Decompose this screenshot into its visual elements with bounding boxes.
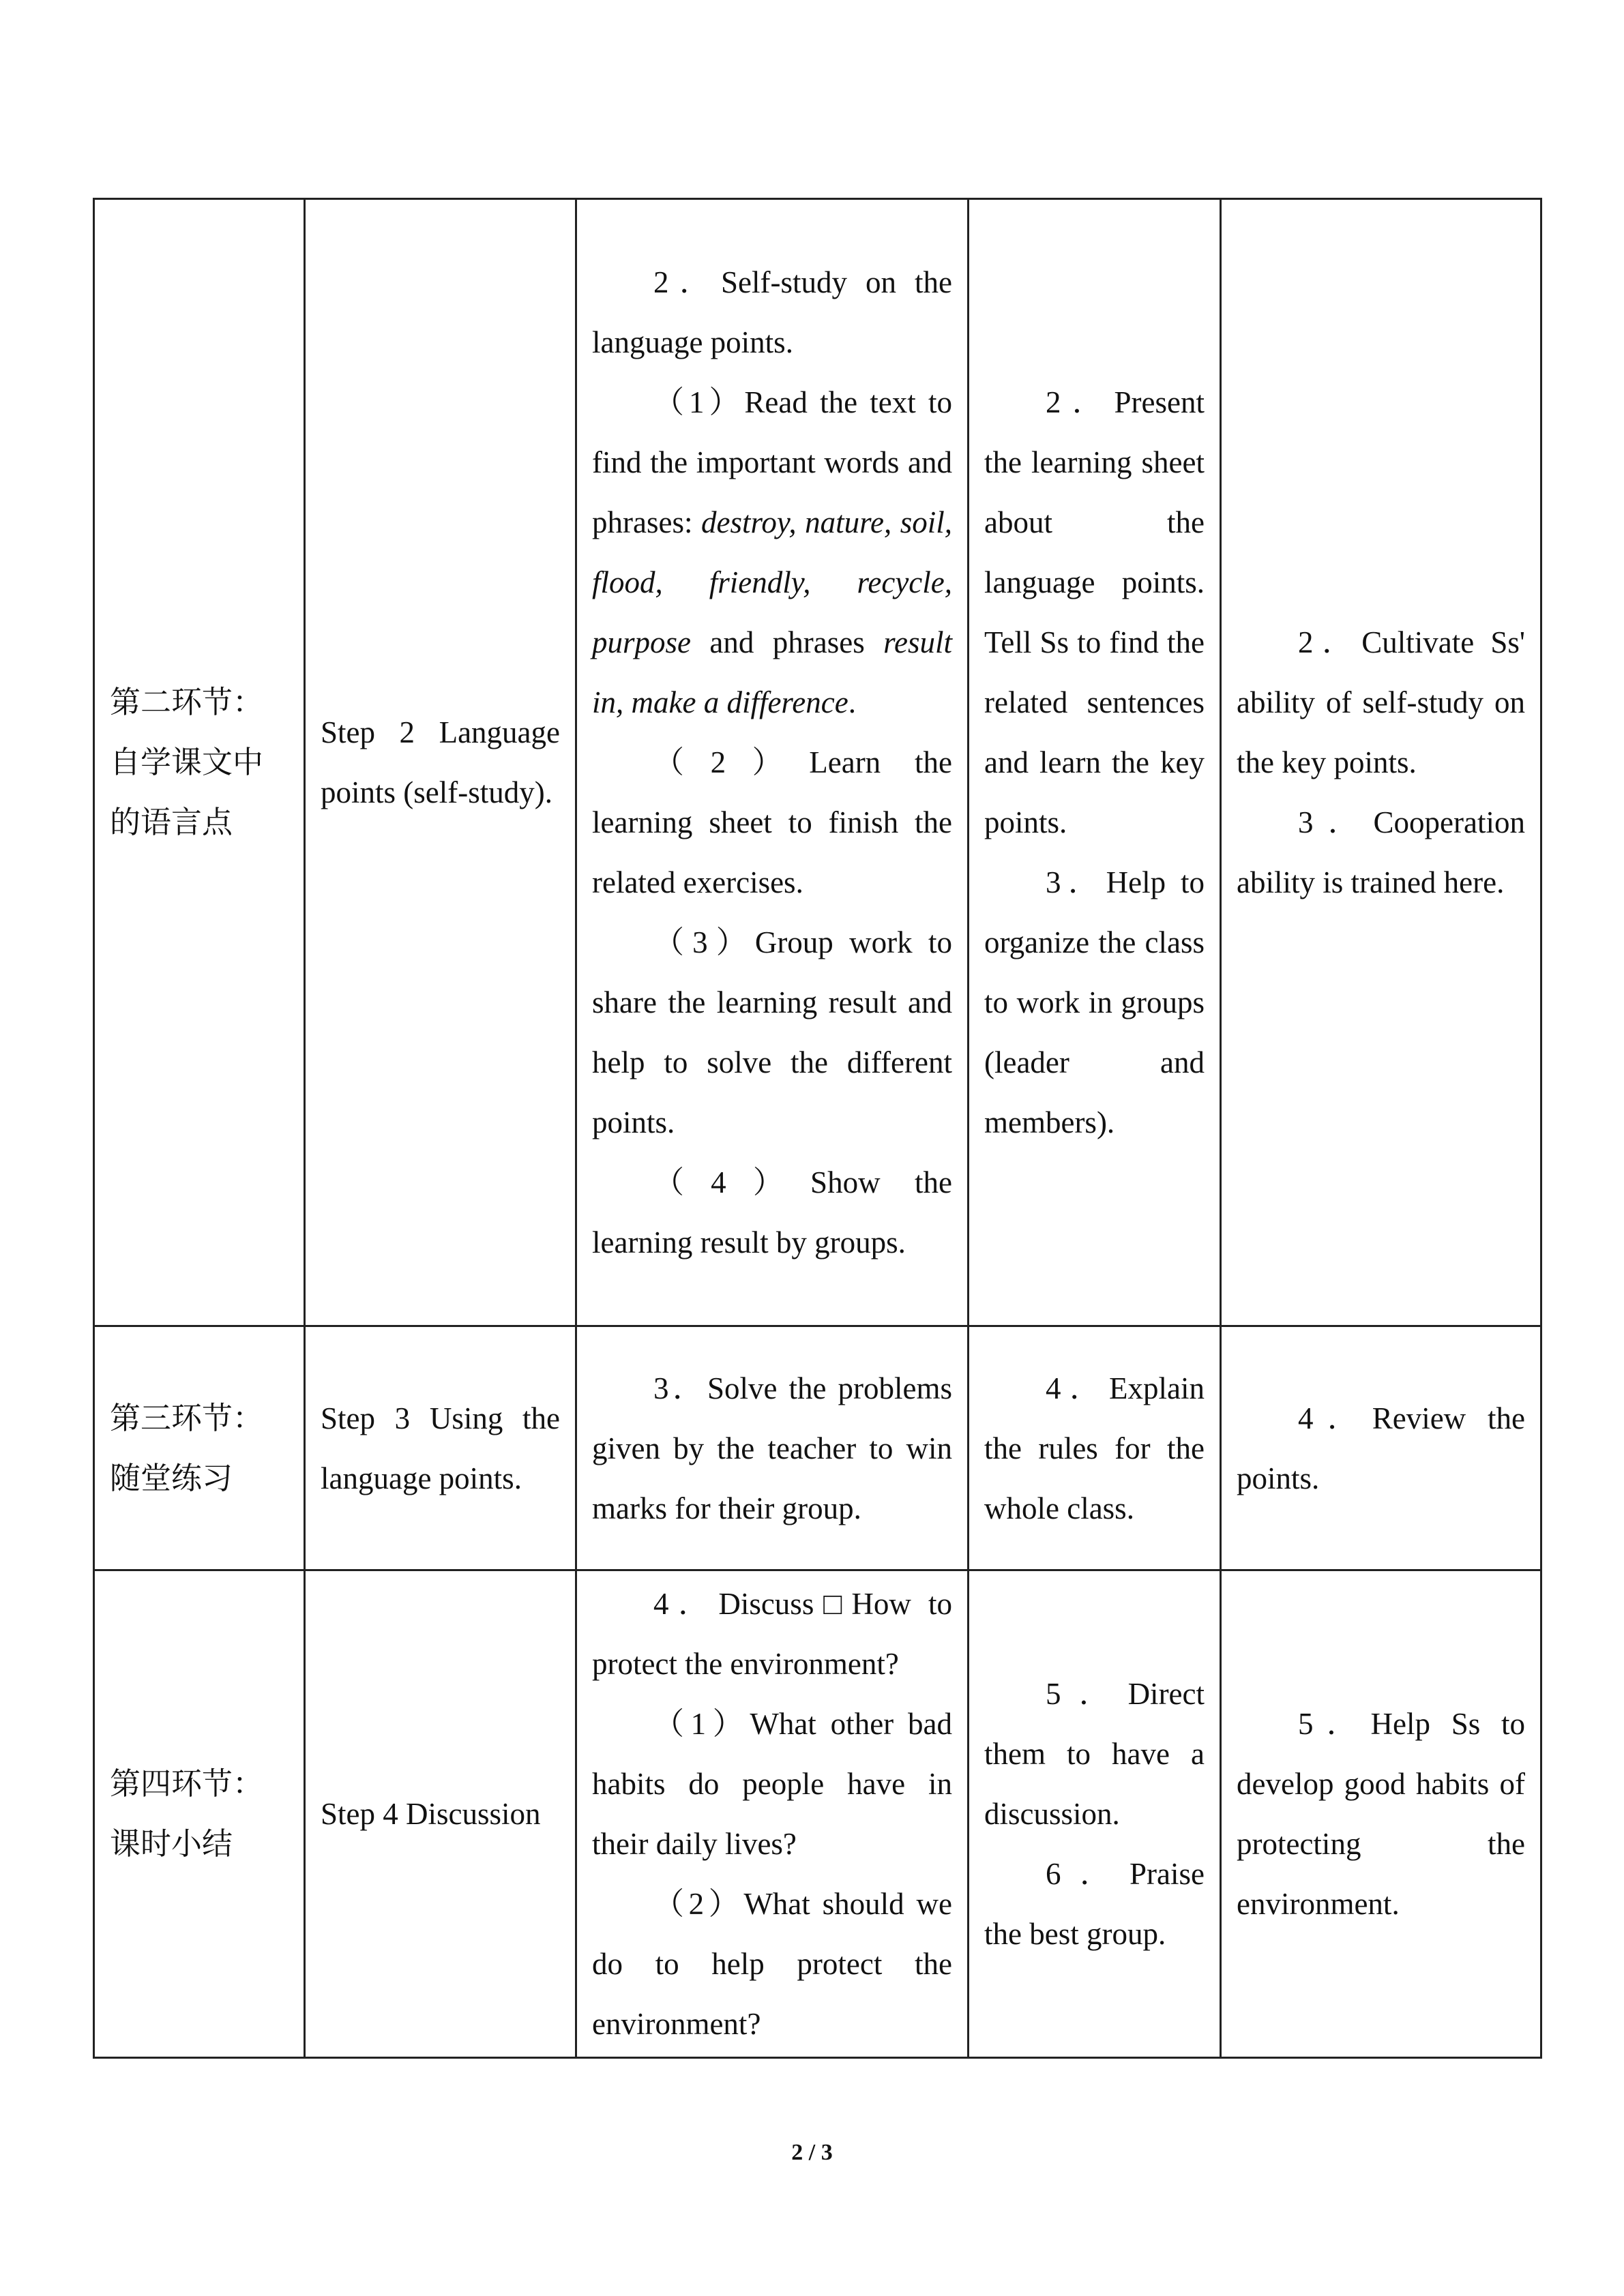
step-text: Step 3 Using the language points.	[321, 1401, 560, 1495]
vocabulary-phrases: result in, make a difference	[592, 625, 952, 719]
student-paragraph: 4．Discuss□How to protect the environment?	[592, 1587, 952, 1681]
student-paragraph: （1）What other bad habits do people have in their daily lives?	[592, 1707, 952, 1861]
section-cell	[94, 199, 305, 1326]
teacher-paragraph: 5．Direct them to have a discussion.	[984, 1677, 1205, 1831]
teacher-activity-cell	[969, 199, 1221, 1326]
student-text: and phrases	[691, 625, 884, 659]
student-paragraph: 2．Self-study on the language points.	[592, 265, 952, 359]
teacher-paragraph: 2．Present the learning sheet about the language points. Tell Ss to find the related sentences and learn the key points.	[984, 385, 1205, 839]
table-row	[94, 1570, 1541, 2058]
step-text: Step 2 Language points (self-study).	[321, 715, 560, 809]
section-cell	[94, 1326, 305, 1570]
student-paragraph: （2）What should we do to help protect the environment?	[592, 1887, 952, 2041]
table-row	[94, 199, 1541, 1326]
purpose-paragraph: 5．Help Ss to develop good habits of protecting the environment.	[1237, 1707, 1525, 1921]
section-cell	[94, 1570, 305, 2058]
teacher-paragraph: 4．Explain the rules for the whole class.	[984, 1371, 1205, 1525]
student-activity-cell	[576, 199, 969, 1326]
purpose-paragraph: 2．Cultivate Ss' ability of self-study on the key points.	[1237, 625, 1525, 779]
student-activity-cell	[576, 1570, 969, 2058]
section-line: 课时小结	[110, 1827, 233, 1861]
vocabulary-words: destroy, nature, soil, flood, friendly, recycle, purpose	[592, 505, 953, 659]
section-line: 第三环节：	[110, 1401, 264, 1435]
student-paragraph: （3）Group work to share the learning result and help to solve the different points.	[592, 925, 952, 1139]
section-line: 第四环节：	[110, 1767, 264, 1801]
purpose-paragraph: 4．Review the points.	[1237, 1401, 1525, 1495]
lesson-plan-table	[93, 198, 1542, 2059]
student-text: .	[848, 685, 856, 719]
step-text: Step 4 Discussion	[321, 1797, 541, 1831]
teacher-paragraph: 3．Help to organize the class to work in groups (leader and members).	[984, 865, 1205, 1139]
step-cell	[305, 1570, 576, 2058]
student-paragraph	[592, 372, 952, 732]
section-line: 第二环节：	[110, 685, 264, 719]
section-line: 自学课文中	[110, 745, 264, 779]
teacher-activity-cell	[969, 1326, 1221, 1570]
student-paragraph: （4）Show the learning result by groups.	[592, 1165, 952, 1259]
student-paragraph: （2）Learn the learning sheet to finish the related exercises.	[592, 745, 952, 899]
purpose-paragraph: 3．Cooperation ability is trained here.	[1237, 805, 1525, 899]
step-cell	[305, 1326, 576, 1570]
student-text: （1）Read the text to find the important words and phrases:	[592, 385, 952, 539]
section-line: 的语言点	[110, 805, 233, 839]
purpose-cell	[1221, 199, 1541, 1326]
teacher-paragraph: 6．Praise the best group.	[984, 1857, 1205, 1951]
student-activity-cell	[576, 1326, 969, 1570]
purpose-cell	[1221, 1326, 1541, 1570]
section-line: 随堂练习	[110, 1461, 233, 1495]
purpose-cell	[1221, 1570, 1541, 2058]
student-paragraph: 3．Solve the problems given by the teacher to win marks for their group.	[592, 1371, 952, 1525]
teacher-activity-cell	[969, 1570, 1221, 2058]
page-number: 2 / 3	[791, 2140, 833, 2165]
table-row	[94, 1326, 1541, 1570]
step-cell	[305, 199, 576, 1326]
